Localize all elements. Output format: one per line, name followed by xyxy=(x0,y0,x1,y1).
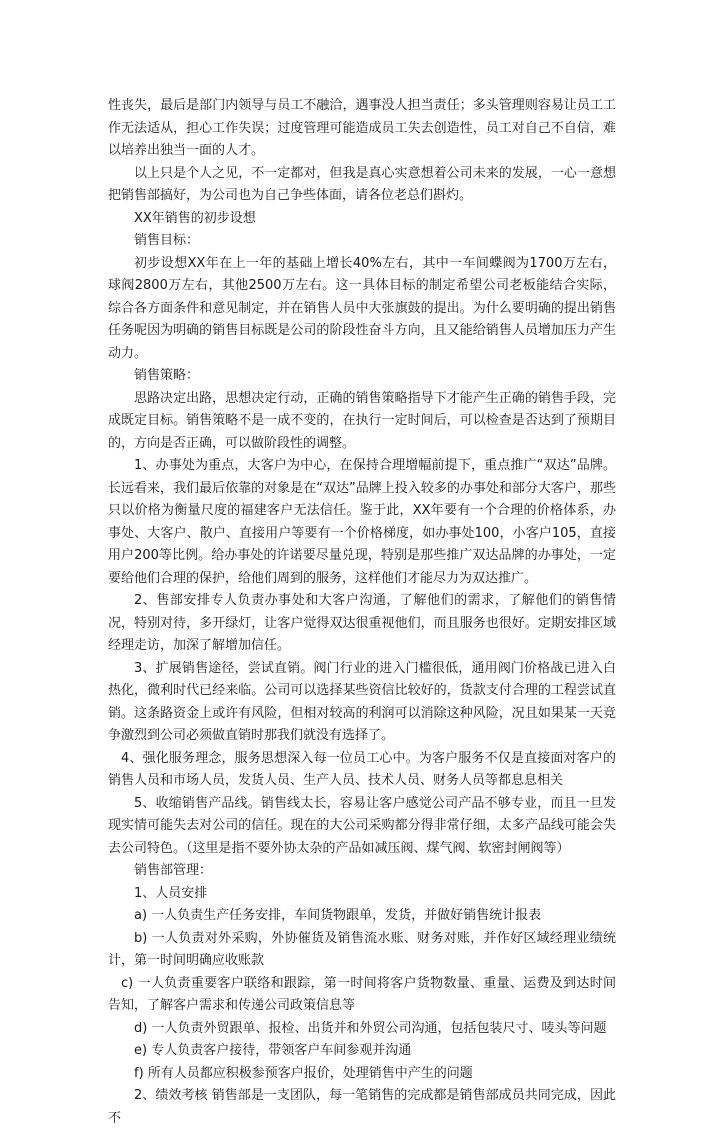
sub-list-item: a) 一人负责生产任务安排，车间货物跟单，发货，并做好销售统计报表 xyxy=(134,908,542,923)
list-item: 1、办事处为重点，大客户为中心，在保持合理增幅前提下，重点推广“双达”品牌。长远看来，我们最后依靠的对象是在“双达”品牌上投入较多的办事处和部分大客户，那些只以价格为衡量尺度的福建客户无法信任。鉴于此，XX年要有一个合理的价格体系，办事处、大客户、散户、直接用户等要有一个价格梯度，如办事处100，小客户105，直接用户200等比例。给办事处的许诺要尽量兑现，特别是那些推广双达品牌的办事处，一定要给他们合理的保护，给他们周到的服务，这样他们才能尽力为双达推广。 xyxy=(108,458,616,586)
paragraph: 初步设想XX年在上一年的基础上增长40%左右，其中一车间蝶阀为1700万左右，球阀2800万左右，其他2500万左右。这一具体目标的制定希望公司老板能结合实际，综合各方面条件和意见制定，并在销售人员中大张旗鼓的提出。为什么要明确的提出销售任务呢因为明确的销售目标既是公司的阶段性奋斗方向，且又能给销售人员增加压力产生动力。 xyxy=(108,255,616,361)
section-heading: 销售部管理： xyxy=(134,863,213,878)
section-heading: XX年销售的初步设想 xyxy=(134,210,256,226)
paragraph: 思路决定出路，思想决定行动，正确的销售策略指导下才能产生正确的销售手段，完成既定目标。销售策略不是一成不变的，在执行一定时间后，可以检查是否达到了预期目的，方向是否正确，可以做阶段性的调整。 xyxy=(108,390,616,451)
list-item: 2、绩效考核 销售部是一支团队，每一笔销售的完成都是销售部成员共同完成，因此不 xyxy=(108,1088,616,1126)
section-heading: 销售目标： xyxy=(134,233,200,248)
document-body xyxy=(108,95,616,1130)
sub-list-item: d) 一人负责外贸跟单、报检、出货并和外贸公司沟通，包括包装尺寸、唛头等问题 xyxy=(134,1020,607,1036)
sub-list-item: f) 所有人员都应积极参预客户报价，处理销售中产生的问题 xyxy=(134,1065,473,1081)
list-item: 1、人员安排 xyxy=(134,885,208,901)
list-item: 3、扩展销售途径，尝试直销。阀门行业的进入门槛很低，通用阀门价格战已进入白热化，微利时代已经来临。公司可以选择某些资信比较好的，货款支付合理的工程尝试直销。这条路资金上或许有风险，但相对较高的利润可以消除这种风险，况且如果某一天竞争激烈到公司必须做直销时那我们就没有选择了。 xyxy=(108,660,616,743)
paragraph: 性丧失，最后是部门内领导与员工不融洽，遇事没人担当责任；多头管理则容易让员工工作无法适从，担心工作失误；过度管理可能造成员工失去创造性，员工对自己不自信，难以培养出独当一面的人才。 xyxy=(108,98,616,158)
paragraph: 以上只是个人之见，不一定都对，但我是真心实意想着公司未来的发展，一心一意想把销售部搞好，为公司也为自己争些体面，请各位老总们斟灼。 xyxy=(108,165,616,203)
sub-list-item: e) 专人负责客户接待，带领客户车间参观并沟通 xyxy=(134,1043,412,1058)
sub-list-item: c) 一人负责重要客户联络和跟踪，第一时间将客户货物数量、重量、运费及到达时间告知，了解客户需求和传递公司政策信息等 xyxy=(108,975,616,1013)
list-item: 2、售部安排专人负责办事处和大客户沟通，了解他们的需求，了解他们的销售情况，特别对待，多开绿灯，让客户觉得双达很重视他们，而且服务也很好。定期安排区域经理走访，加深了解增加信任。 xyxy=(108,593,616,653)
list-item: 5、收缩销售产品线。销售线太长，容易让客户感觉公司产品不够专业，而且一旦发现实情可能失去对公司的信任。现在的大公司采购都分得非常仔细，太多产品线可能会失去公司特色。（这里是指不要外协太杂的产品如减压阀、煤气阀、软密封闸阀等） xyxy=(108,795,616,856)
list-item: 4、强化服务理念，服务思想深入每一位员工心中。为客户服务不仅是直接面对客户的销售人员和市场人员，发货人员、生产人员、技术人员、财务人员等都息息相关 xyxy=(108,750,616,788)
sub-list-item: b) 一人负责对外采购，外协催货及销售流水账、财务对账，并作好区域经理业绩统计，第一时间明确应收账款 xyxy=(108,930,616,968)
section-heading: 销售策略： xyxy=(134,368,200,383)
